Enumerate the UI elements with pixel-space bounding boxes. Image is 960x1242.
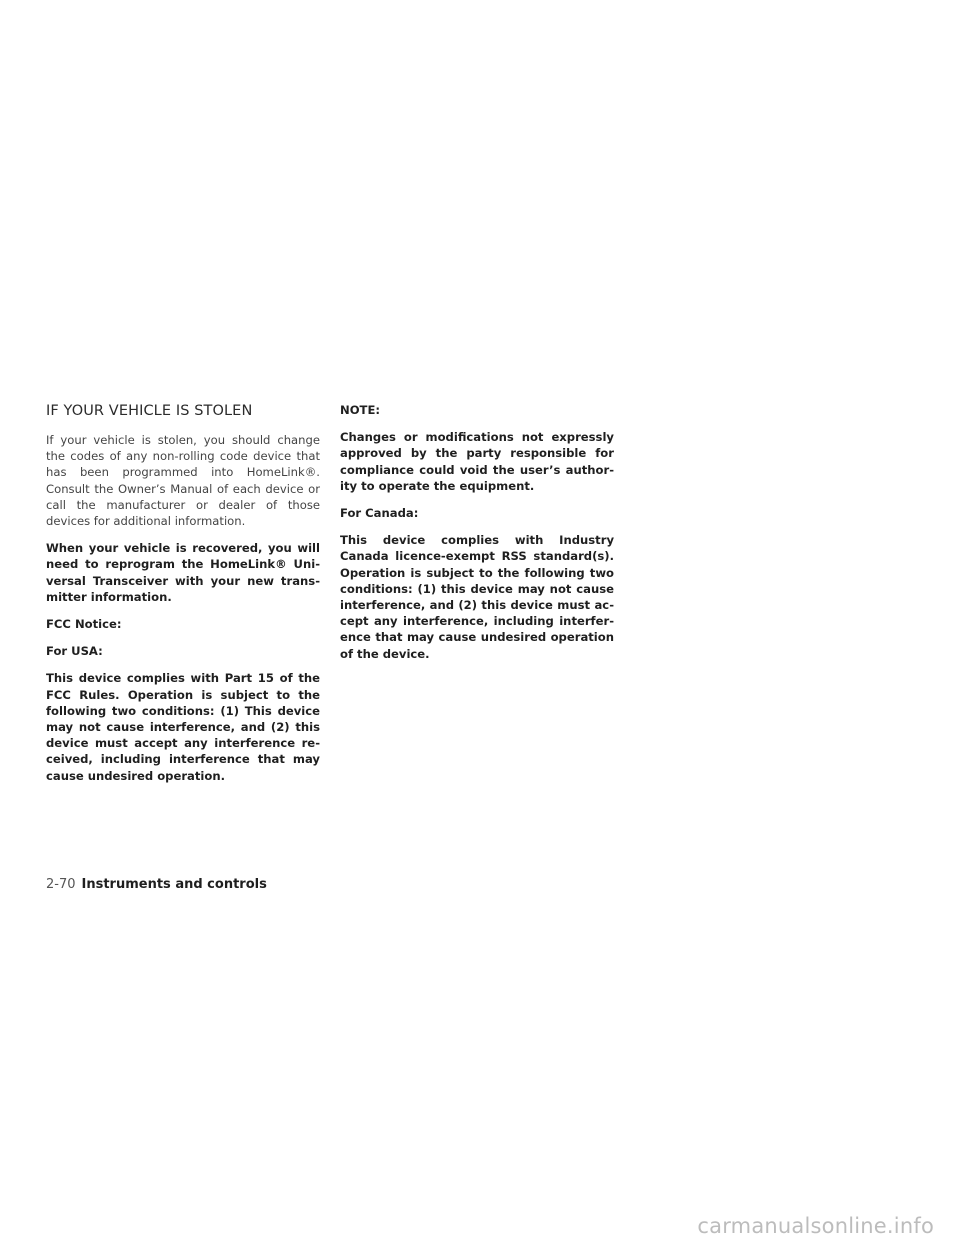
paragraph-stolen-codes: If your vehicle is stolen, you should change the codes of any non-rolling code device that has been programmed into HomeLink®. Consult the Owner’s Manual of each device or call the manufacturer or dealer of those devices for additional information. [46,433,320,529]
paragraph-canada-compliance: This device complies with Industry Canada licence-exempt RSS standard(s). Operation is subject to the following two conditions: (1) this device may not cause interference, and (2) this device must accept any interference, including interference that may cause undesired operation of the device. [340,533,614,661]
right-column [340,402,614,673]
paragraph-fcc-compliance: This device complies with Part 15 of the FCC Rules. Operation is subject to the following two conditions: (1) This device may not cause interference, and (2) this device must accept any interference received, including interference that may cause undesired operation. [46,671,320,783]
paragraph-modifications: Changes or modifications not expressly approved by the party responsible for compliance could void the user’s authority to operate the equipment. [340,430,614,493]
left-column [46,402,320,795]
for-usa-label: For USA: [46,644,103,659]
fcc-notice-label: FCC Notice: [46,617,122,632]
watermark-text: carmanualsonline.info [697,1214,934,1238]
page-footer [46,876,267,894]
note-label: NOTE: [340,403,381,417]
for-canada-label: For Canada: [340,506,419,521]
chapter-title: Instruments and controls [81,877,267,892]
section-heading: IF YOUR VEHICLE IS STOLEN [46,403,253,419]
paragraph-reprogram: When your vehicle is recovered, you will need to reprogram the HomeLink® Universal Transceiver with your new transmitter information. [46,541,320,604]
page-number: 2-70 [46,877,76,892]
